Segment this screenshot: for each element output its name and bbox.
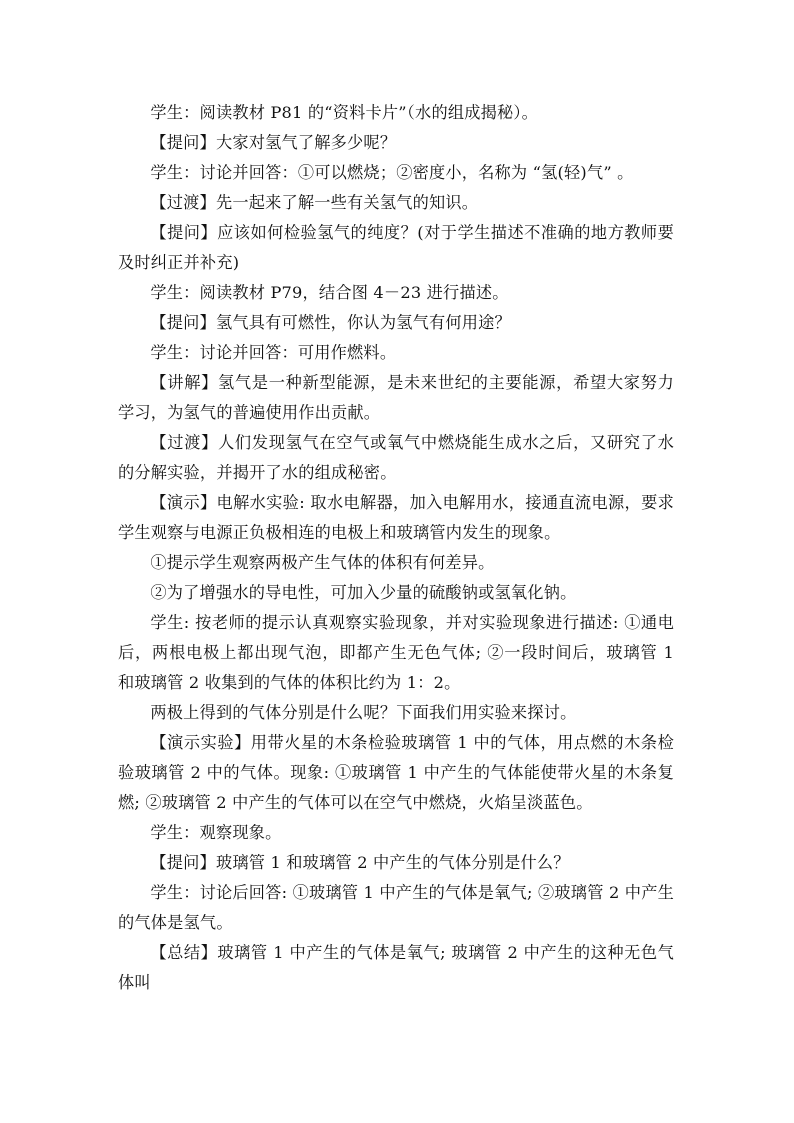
- paragraph-student-reading-p81: 学生：阅读教材 P81 的“资料卡片”（水的组成揭秘）。: [150, 103, 539, 122]
- paragraph-demo-electrolysis: 【演示】电解水实验: 取水电解器，加入电解用水，接通直流电源，要求学生观察与电源正负极相连的电极上和玻璃管内发生的现象。: [118, 493, 674, 542]
- paragraph-student-answer-fuel: 学生：讨论并回答：可用作燃料。: [150, 343, 397, 362]
- paragraph-gas-identity-question: 两极上得到的气体分别是什么呢？下面我们用实验来探讨。: [150, 703, 577, 722]
- paragraph-question-gases: 【提问】玻璃管 1 和玻璃管 2 中产生的气体分别是什么？: [150, 853, 570, 872]
- paragraph-student-answer-hydrogen: 学生：讨论并回答：①可以燃烧；②密度小，名称为 “氢(轻)气” 。: [150, 163, 634, 182]
- paragraph-student-answer-gases: 学生：讨论后回答: ①玻璃管 1 中产生的气体是氧气; ②玻璃管 2 中产生的气体是氢气。: [118, 883, 674, 932]
- document-page: [118, 98, 674, 998]
- paragraph-transition-hydrogen-knowledge: 【过渡】先一起来了解一些有关氢气的知识。: [150, 193, 479, 212]
- paragraph-hint-conductivity: ②为了增强水的导电性，可加入少量的硫酸钠或氢氧化钠。: [150, 583, 577, 602]
- paragraph-explanation-new-energy: 【讲解】氢气是一种新型能源，是未来世纪的主要能源，希望大家努力学习，为氢气的普遍使用作出贡献。: [118, 373, 674, 422]
- paragraph-student-reading-p79: 学生：阅读教材 P79，结合图 4－23 进行描述。: [150, 283, 509, 302]
- paragraph-student-observe: 学生：观察现象。: [150, 823, 282, 842]
- paragraph-question-purity-test: 【提问】应该如何检验氢气的纯度？(对于学生描述不准确的地方教师要及时纠正并补充): [118, 223, 674, 272]
- paragraph-transition-water-composition: 【过渡】人们发现氢气在空气或氧气中燃烧能生成水之后，又研究了水的分解实验，并揭开了水的组成秘密。: [118, 433, 674, 482]
- paragraph-question-hydrogen-use: 【提问】氢气具有可燃性，你认为氢气有何用途？: [150, 313, 511, 332]
- paragraph-summary: 【总结】玻璃管 1 中产生的气体是氧气; 玻璃管 2 中产生的这种无色气体叫: [118, 943, 674, 992]
- paragraph-question-hydrogen-knowledge: 【提问】大家对氢气了解多少呢？: [150, 133, 397, 152]
- paragraph-student-observation: 学生: 按老师的提示认真观察实验现象，并对实验现象进行描述: ①通电后，两根电极上都出现气泡，即都产生无色气体; ②一段时间后，玻璃管 1 和玻璃管 2 收集到的气体的体积比约为 1：2。: [118, 613, 674, 692]
- paragraph-demo-experiment-test: 【演示实验】用带火星的木条检验玻璃管 1 中的气体，用点燃的木条检验玻璃管 2 中的气体。现象: ①玻璃管 1 中产生的气体能使带火星的木条复燃; ②玻璃管 2 中产生的气体可以在空气中燃烧，火焰呈淡蓝色。: [118, 733, 674, 812]
- paragraph-hint-gas-volume: ①提示学生观察两极产生气体的体积有何差异。: [150, 553, 495, 572]
